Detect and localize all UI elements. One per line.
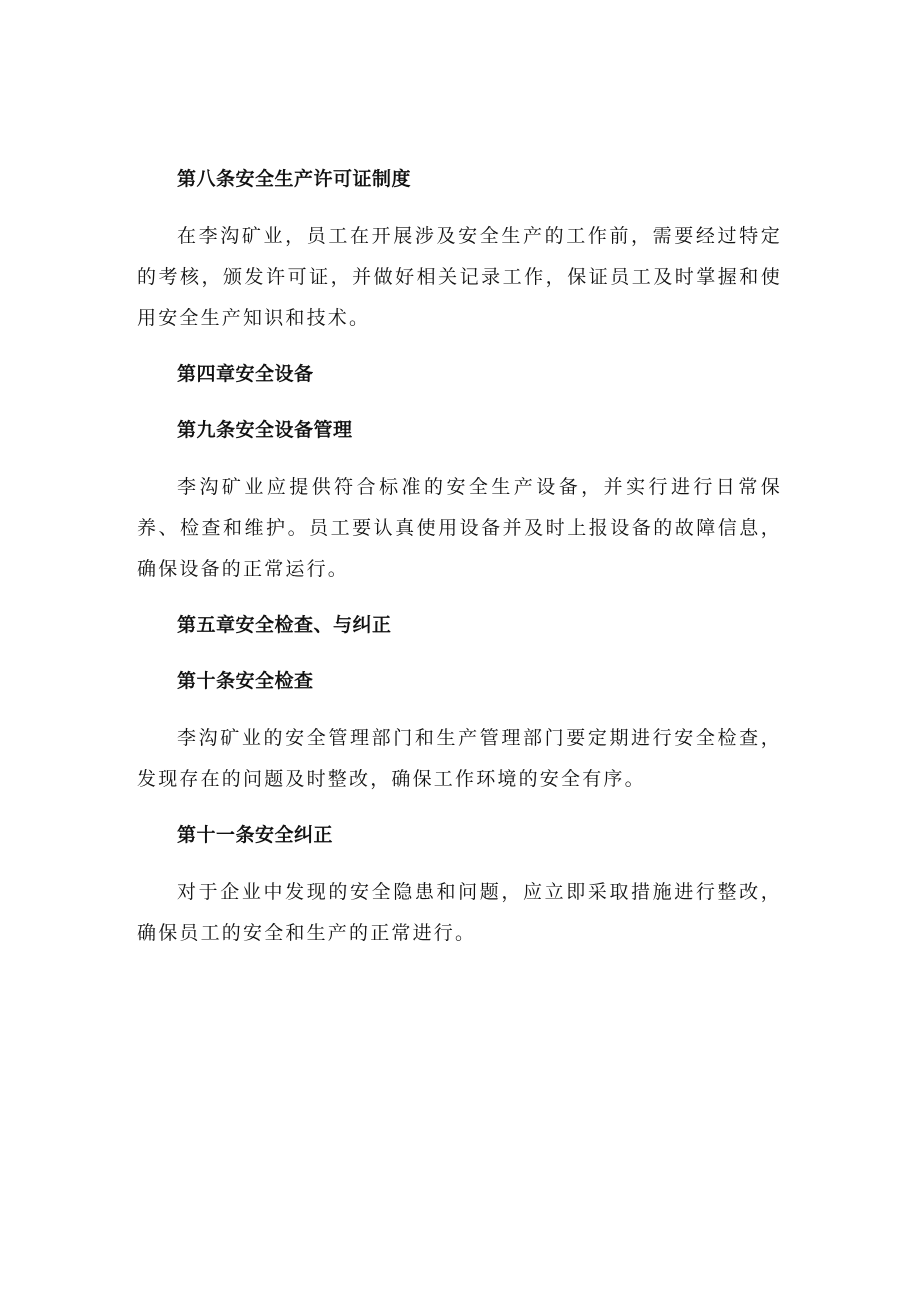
article-9-paragraph: 李沟矿业应提供符合标准的安全生产设备，并实行进行日常保养、检查和维护。员工要认真使用设备并及时上报设备的故障信息，确保设备的正常运行。	[137, 476, 782, 580]
chapter-5-heading: 第五章安全检查、与纠正	[177, 614, 392, 636]
chapter-4-heading: 第四章安全设备	[177, 363, 314, 385]
article-11-heading: 第十一条安全纠正	[177, 824, 334, 846]
article-10-paragraph: 李沟矿业的安全管理部门和生产管理部门要定期进行安全检查，发现存在的问题及时整改，确保工作环境的安全有序。	[137, 727, 782, 790]
article-11-paragraph: 对于企业中发现的安全隐患和问题，应立即采取措施进行整改，确保员工的安全和生产的正常进行。	[137, 881, 782, 944]
article-8-paragraph: 在李沟矿业，员工在开展涉及安全生产的工作前，需要经过特定的考核，颁发许可证，并做好相关记录工作，保证员工及时掌握和使用安全生产知识和技术。	[137, 225, 782, 329]
document-body	[137, 160, 782, 954]
article-9-heading: 第九条安全设备管理	[177, 419, 353, 441]
article-8-heading: 第八条安全生产许可证制度	[177, 168, 412, 190]
article-10-heading: 第十条安全检查	[177, 670, 314, 692]
